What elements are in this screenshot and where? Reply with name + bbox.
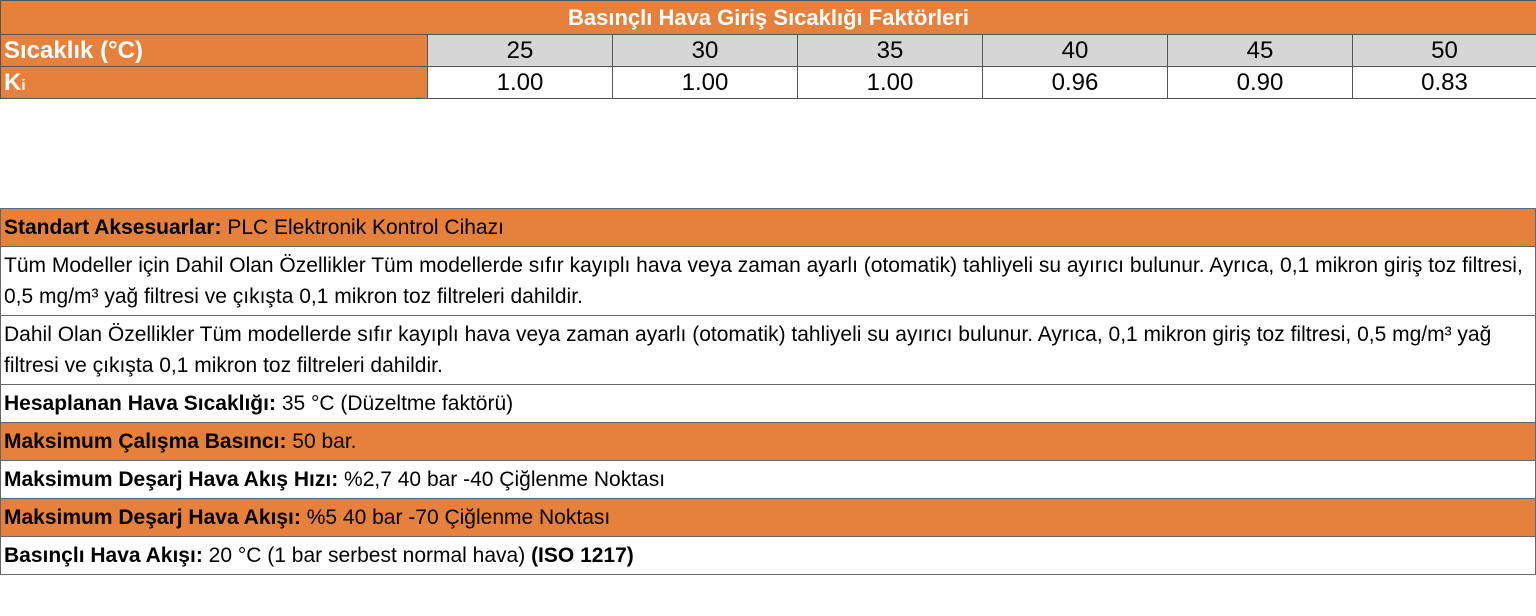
spec-row-calculated-temperature xyxy=(1,385,1536,423)
spec-label: Hesaplanan Hava Sıcaklığı: xyxy=(4,392,276,415)
factor-cell: 1.00 xyxy=(428,67,613,99)
spec-label: Maksimum Deşarj Hava Akışı: xyxy=(4,506,301,529)
spec-label: Maksimum Deşarj Hava Akış Hızı: xyxy=(4,468,339,491)
spec-cell xyxy=(1,499,1536,537)
temperature-cell: 50 xyxy=(1353,35,1536,67)
spec-cell xyxy=(1,537,1536,575)
factor-row xyxy=(1,67,1536,99)
spec-value: 35 °C (Düzeltme faktörü) xyxy=(281,392,514,415)
spec-row-air-flow xyxy=(1,537,1536,575)
spec-cell xyxy=(1,209,1536,247)
temperature-cell: 30 xyxy=(613,35,798,67)
temperature-cell: 45 xyxy=(1168,35,1353,67)
spec-standard: (ISO 1217) xyxy=(531,544,634,567)
factor-cell: 1.00 xyxy=(798,67,983,99)
factor-cell: 0.90 xyxy=(1168,67,1353,99)
spec-value: PLC Elektronik Kontrol Cihazı xyxy=(227,216,504,239)
temperature-cell: 25 xyxy=(428,35,613,67)
factor-cell: 0.96 xyxy=(983,67,1168,99)
temperature-factor-table xyxy=(0,0,1536,99)
specifications-table xyxy=(0,208,1536,575)
temperature-cell: 40 xyxy=(983,35,1168,67)
factor-cell: 1.00 xyxy=(613,67,798,99)
spec-row-max-discharge-flow xyxy=(1,499,1536,537)
factor-cell: 0.83 xyxy=(1353,67,1536,99)
factor-row-label xyxy=(1,67,428,99)
factor-table-title-row xyxy=(1,1,1536,35)
spec-value: 50 bar. xyxy=(292,430,357,453)
spec-value: 20 °C (1 bar serbest normal hava) xyxy=(208,544,526,567)
spec-cell xyxy=(1,385,1536,423)
spec-row-accessories xyxy=(1,209,1536,247)
factor-table-title: Basınçlı Hava Giriş Sıcaklığı Faktörleri xyxy=(1,1,1536,35)
temperature-cell: 35 xyxy=(798,35,983,67)
spec-label: Standart Aksesuarlar: xyxy=(4,216,222,239)
temperature-row xyxy=(1,35,1536,67)
spec-row-max-pressure xyxy=(1,423,1536,461)
k-subscript: i xyxy=(21,76,26,94)
spec-label: Basınçlı Hava Akışı: xyxy=(4,544,203,567)
spec-cell xyxy=(1,461,1536,499)
k-symbol: K xyxy=(4,68,22,96)
spec-value: %5 40 bar -70 Çiğlenme Noktası xyxy=(306,506,611,529)
temperature-row-label: Sıcaklık (°C) xyxy=(1,35,428,67)
spec-cell xyxy=(1,423,1536,461)
spec-row-max-discharge-rate xyxy=(1,461,1536,499)
spec-row-features-all-models xyxy=(1,247,1536,316)
spec-label: Maksimum Çalışma Basıncı: xyxy=(4,430,287,453)
spec-value: %2,7 40 bar -40 Çiğlenme Noktası xyxy=(344,468,666,491)
spec-paragraph: Dahil Olan Özellikler Tüm modellerde sıfır kayıplı hava veya zaman ayarlı (otomatik) tahliyeli su ayırıcı bulunur. Ayrıca, 0,1 mikron giriş toz filtresi, 0,5 mg/m³ yağ filtresi ve çıkışta 0,1 mikron toz filtreleri dahildir. xyxy=(1,316,1536,385)
spec-paragraph: Tüm Modeller için Dahil Olan Özellikler Tüm modellerde sıfır kayıplı hava veya zaman ayarlı (otomatik) tahliyeli su ayırıcı bulunur. Ayrıca, 0,1 mikron giriş toz filtresi, 0,5 mg/m³ yağ filtresi ve çıkışta 0,1 mikron toz filtreleri dahildir. xyxy=(1,247,1536,316)
spec-row-features xyxy=(1,316,1536,385)
